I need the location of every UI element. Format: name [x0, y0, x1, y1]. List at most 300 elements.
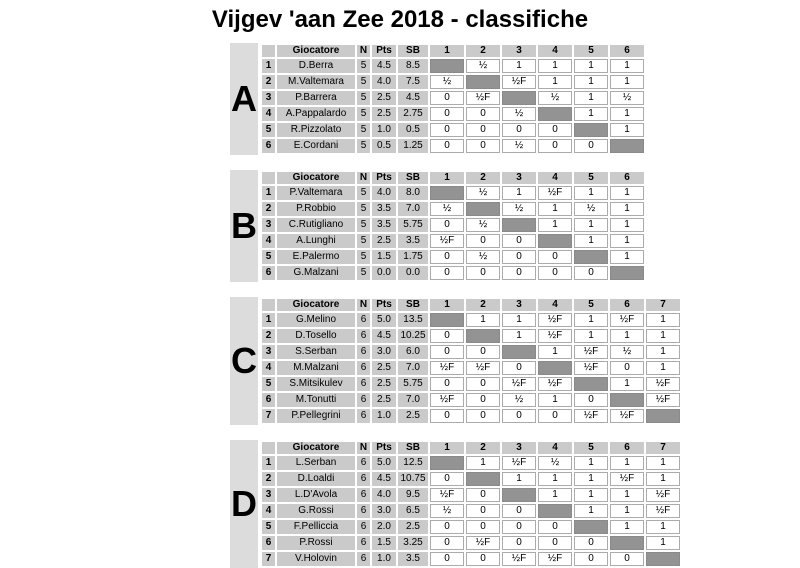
opponent-header-3: 3: [502, 172, 536, 184]
result-cell: 1: [610, 186, 644, 200]
opponent-header-7: 7: [646, 299, 680, 311]
points-cell: 4.0: [372, 488, 396, 502]
player-row: [262, 345, 680, 359]
rank-header: [262, 442, 275, 454]
result-cell: 0: [574, 552, 608, 566]
diagonal-cell: [430, 313, 464, 327]
rank-cell: 7: [262, 552, 275, 566]
rank-cell: 3: [262, 488, 275, 502]
result-cell: ½: [538, 91, 572, 105]
result-cell: 1: [574, 456, 608, 470]
sb-cell: 0.0: [398, 266, 428, 280]
opponent-header-5: 5: [574, 45, 608, 57]
result-cell: 0: [430, 536, 464, 550]
points-cell: 1.0: [372, 552, 396, 566]
opponent-header-4: 4: [538, 172, 572, 184]
diagonal-cell: [466, 472, 500, 486]
result-cell: 1: [538, 75, 572, 89]
sb-cell: 7.5: [398, 75, 428, 89]
rank-cell: 1: [262, 59, 275, 73]
player-name: M.Valtemara: [277, 75, 355, 89]
points-column-header: Pts: [372, 172, 396, 184]
player-name: R.Pizzolato: [277, 123, 355, 137]
rank-cell: 2: [262, 329, 275, 343]
player-row: [262, 472, 680, 486]
group-B: [230, 170, 800, 282]
result-cell: 0: [430, 266, 464, 280]
result-cell: ½F: [646, 377, 680, 391]
player-row: [262, 266, 644, 280]
opponent-header-1: 1: [430, 299, 464, 311]
result-cell: 1: [574, 234, 608, 248]
diagonal-cell: [538, 107, 572, 121]
player-row: [262, 234, 644, 248]
games-cell: 5: [357, 91, 370, 105]
sb-column-header: SB: [398, 45, 428, 57]
player-row: [262, 377, 680, 391]
result-cell: 0: [466, 520, 500, 534]
page-title: Vijgev 'aan Zee 2018 - classifiche: [211, 6, 589, 33]
result-cell: ½F: [538, 329, 572, 343]
sb-cell: 2.5: [398, 409, 428, 423]
diagonal-cell: [610, 139, 644, 153]
result-cell: 1: [574, 75, 608, 89]
result-cell: 1: [574, 504, 608, 518]
result-cell: 0: [466, 107, 500, 121]
result-cell: ½: [430, 202, 464, 216]
result-cell: 0: [538, 123, 572, 137]
result-cell: 1: [466, 313, 500, 327]
result-cell: 1: [466, 456, 500, 470]
diagonal-cell: [574, 377, 608, 391]
games-cell: 5: [357, 139, 370, 153]
result-cell: ½F: [466, 91, 500, 105]
rank-cell: 3: [262, 91, 275, 105]
result-cell: 0: [610, 361, 644, 375]
result-cell: 0: [502, 234, 536, 248]
result-cell: 1: [502, 329, 536, 343]
sb-column-header: SB: [398, 442, 428, 454]
rank-cell: 6: [262, 393, 275, 407]
result-cell: 0: [430, 552, 464, 566]
group-label-D: D: [230, 440, 258, 568]
sb-cell: 10.25: [398, 329, 428, 343]
games-column-header: N: [357, 45, 370, 57]
result-cell: 1: [538, 59, 572, 73]
diagonal-cell: [502, 91, 536, 105]
sb-cell: 2.75: [398, 107, 428, 121]
player-name: P.Robbio: [277, 202, 355, 216]
sb-cell: 5.75: [398, 218, 428, 232]
player-row: [262, 202, 644, 216]
rank-cell: 6: [262, 266, 275, 280]
games-cell: 6: [357, 345, 370, 359]
diagonal-cell: [538, 361, 572, 375]
diagonal-cell: [538, 504, 572, 518]
points-cell: 2.5: [372, 107, 396, 121]
diagonal-cell: [610, 536, 644, 550]
group-label-C: C: [230, 297, 258, 425]
result-cell: 0: [538, 520, 572, 534]
result-cell: ½F: [610, 409, 644, 423]
rank-cell: 2: [262, 75, 275, 89]
games-cell: 6: [357, 456, 370, 470]
result-cell: 0: [430, 472, 464, 486]
result-cell: ½: [466, 59, 500, 73]
result-cell: ½F: [502, 75, 536, 89]
points-cell: 0.5: [372, 139, 396, 153]
result-cell: 0: [502, 536, 536, 550]
sb-cell: 4.5: [398, 91, 428, 105]
games-cell: 5: [357, 218, 370, 232]
games-cell: 5: [357, 59, 370, 73]
result-cell: 1: [610, 488, 644, 502]
result-cell: 1: [646, 472, 680, 486]
sb-column-header: SB: [398, 299, 428, 311]
result-cell: ½F: [502, 552, 536, 566]
diagonal-cell: [538, 234, 572, 248]
games-cell: 5: [357, 266, 370, 280]
result-cell: 1: [538, 472, 572, 486]
points-cell: 1.0: [372, 123, 396, 137]
rank-cell: 4: [262, 234, 275, 248]
rank-cell: 2: [262, 202, 275, 216]
points-column-header: Pts: [372, 299, 396, 311]
sb-cell: 3.25: [398, 536, 428, 550]
result-cell: 1: [610, 202, 644, 216]
points-cell: 4.5: [372, 472, 396, 486]
result-cell: 1: [610, 123, 644, 137]
rank-header: [262, 299, 275, 311]
diagonal-cell: [502, 488, 536, 502]
opponent-header-5: 5: [574, 172, 608, 184]
rank-cell: 1: [262, 186, 275, 200]
groups-container: [230, 43, 800, 568]
result-cell: 0: [538, 250, 572, 264]
result-cell: 0: [502, 409, 536, 423]
opponent-header-6: 6: [610, 45, 644, 57]
result-cell: ½: [502, 393, 536, 407]
points-column-header: Pts: [372, 45, 396, 57]
sb-cell: 2.5: [398, 520, 428, 534]
rank-cell: 4: [262, 504, 275, 518]
crosstable-B: [260, 170, 646, 282]
player-name: M.Tonutti: [277, 393, 355, 407]
opponent-header-2: 2: [466, 442, 500, 454]
player-row: [262, 91, 644, 105]
player-name: G.Rossi: [277, 504, 355, 518]
sb-cell: 6.0: [398, 345, 428, 359]
result-cell: 0: [538, 139, 572, 153]
opponent-header-2: 2: [466, 172, 500, 184]
result-cell: 1: [646, 536, 680, 550]
games-cell: 5: [357, 234, 370, 248]
rank-cell: 2: [262, 472, 275, 486]
result-cell: 0: [466, 488, 500, 502]
player-row: [262, 456, 680, 470]
player-row: [262, 250, 644, 264]
result-cell: ½F: [610, 472, 644, 486]
result-cell: 0: [502, 250, 536, 264]
rank-cell: 1: [262, 313, 275, 327]
result-cell: 1: [610, 218, 644, 232]
result-cell: ½: [502, 139, 536, 153]
player-row: [262, 218, 644, 232]
sb-cell: 7.0: [398, 393, 428, 407]
result-cell: ½: [538, 456, 572, 470]
result-cell: 0: [430, 409, 464, 423]
group-label-A: A: [230, 43, 258, 155]
diagonal-cell: [574, 123, 608, 137]
result-cell: ½F: [430, 361, 464, 375]
opponent-header-4: 4: [538, 442, 572, 454]
diagonal-cell: [574, 250, 608, 264]
opponent-header-4: 4: [538, 299, 572, 311]
result-cell: ½: [466, 186, 500, 200]
player-name: L.Serban: [277, 456, 355, 470]
header-row: [262, 45, 644, 57]
result-cell: ½F: [538, 313, 572, 327]
player-name: D.Tosello: [277, 329, 355, 343]
result-cell: 0: [466, 234, 500, 248]
opponent-header-3: 3: [502, 442, 536, 454]
result-cell: ½F: [574, 409, 608, 423]
points-cell: 4.5: [372, 329, 396, 343]
result-cell: 1: [646, 345, 680, 359]
player-name: D.Loaldi: [277, 472, 355, 486]
result-cell: ½F: [430, 488, 464, 502]
group-D: [230, 440, 800, 568]
result-cell: 1: [502, 59, 536, 73]
player-row: [262, 107, 644, 121]
points-cell: 2.5: [372, 91, 396, 105]
result-cell: 0: [466, 409, 500, 423]
games-cell: 6: [357, 552, 370, 566]
result-cell: 1: [538, 393, 572, 407]
sb-cell: 8.0: [398, 186, 428, 200]
result-cell: ½F: [502, 377, 536, 391]
diagonal-cell: [646, 409, 680, 423]
header-row: [262, 172, 644, 184]
player-row: [262, 75, 644, 89]
player-row: [262, 361, 680, 375]
result-cell: 1: [502, 313, 536, 327]
player-name: A.Lunghi: [277, 234, 355, 248]
games-cell: 5: [357, 202, 370, 216]
player-column-header: Giocatore: [277, 299, 355, 311]
player-row: [262, 409, 680, 423]
sb-cell: 8.5: [398, 59, 428, 73]
result-cell: ½: [466, 218, 500, 232]
player-name: E.Palermo: [277, 250, 355, 264]
games-cell: 5: [357, 186, 370, 200]
games-cell: 6: [357, 536, 370, 550]
opponent-header-2: 2: [466, 45, 500, 57]
player-name: E.Cordani: [277, 139, 355, 153]
result-cell: 1: [610, 377, 644, 391]
result-cell: ½F: [430, 234, 464, 248]
opponent-header-3: 3: [502, 45, 536, 57]
header-row: [262, 442, 680, 454]
result-cell: ½F: [466, 536, 500, 550]
player-row: [262, 59, 644, 73]
sb-cell: 5.75: [398, 377, 428, 391]
result-cell: ½F: [430, 393, 464, 407]
result-cell: 0: [430, 377, 464, 391]
player-name: V.Holovin: [277, 552, 355, 566]
result-cell: ½F: [574, 345, 608, 359]
result-cell: 0: [574, 536, 608, 550]
result-cell: 1: [574, 91, 608, 105]
games-cell: 6: [357, 361, 370, 375]
diagonal-cell: [430, 59, 464, 73]
result-cell: 0: [430, 139, 464, 153]
result-cell: 1: [610, 504, 644, 518]
result-cell: ½F: [646, 488, 680, 502]
opponent-header-2: 2: [466, 299, 500, 311]
result-cell: 1: [538, 345, 572, 359]
player-name: G.Melino: [277, 313, 355, 327]
result-cell: 0: [466, 345, 500, 359]
sb-column-header: SB: [398, 172, 428, 184]
player-name: F.Pelliccia: [277, 520, 355, 534]
games-cell: 5: [357, 250, 370, 264]
rank-cell: 3: [262, 218, 275, 232]
rank-cell: 4: [262, 361, 275, 375]
player-name: G.Malzani: [277, 266, 355, 280]
result-cell: ½F: [610, 313, 644, 327]
result-cell: 1: [610, 329, 644, 343]
result-cell: 0: [466, 552, 500, 566]
result-cell: 1: [574, 186, 608, 200]
player-row: [262, 552, 680, 566]
result-cell: ½F: [466, 361, 500, 375]
rank-cell: 5: [262, 250, 275, 264]
sb-cell: 3.5: [398, 552, 428, 566]
games-cell: 6: [357, 393, 370, 407]
result-cell: ½: [574, 202, 608, 216]
games-cell: 6: [357, 520, 370, 534]
opponent-header-7: 7: [646, 442, 680, 454]
player-name: M.Malzani: [277, 361, 355, 375]
result-cell: ½F: [538, 186, 572, 200]
player-row: [262, 186, 644, 200]
rank-cell: 6: [262, 139, 275, 153]
result-cell: 0: [430, 345, 464, 359]
result-cell: 1: [646, 329, 680, 343]
result-cell: 0: [466, 123, 500, 137]
player-name: P.Pellegrini: [277, 409, 355, 423]
sb-cell: 3.5: [398, 234, 428, 248]
result-cell: 1: [574, 488, 608, 502]
result-cell: 0: [574, 266, 608, 280]
points-cell: 2.0: [372, 520, 396, 534]
points-cell: 3.0: [372, 345, 396, 359]
points-cell: 5.0: [372, 313, 396, 327]
opponent-header-6: 6: [610, 172, 644, 184]
games-cell: 6: [357, 488, 370, 502]
rank-header: [262, 45, 275, 57]
opponent-header-1: 1: [430, 172, 464, 184]
result-cell: ½F: [646, 393, 680, 407]
player-column-header: Giocatore: [277, 442, 355, 454]
result-cell: ½: [430, 75, 464, 89]
result-cell: 0: [466, 504, 500, 518]
diagonal-cell: [430, 456, 464, 470]
points-cell: 2.5: [372, 361, 396, 375]
result-cell: 0: [466, 377, 500, 391]
result-cell: 0: [502, 361, 536, 375]
result-cell: 1: [610, 59, 644, 73]
points-cell: 4.5: [372, 59, 396, 73]
sb-cell: 1.75: [398, 250, 428, 264]
rank-cell: 5: [262, 123, 275, 137]
games-column-header: N: [357, 442, 370, 454]
result-cell: 0: [430, 91, 464, 105]
games-column-header: N: [357, 299, 370, 311]
result-cell: 1: [502, 472, 536, 486]
points-cell: 3.5: [372, 202, 396, 216]
opponent-header-4: 4: [538, 45, 572, 57]
result-cell: 0: [538, 409, 572, 423]
sb-cell: 7.0: [398, 202, 428, 216]
result-cell: 1: [502, 186, 536, 200]
points-cell: 1.5: [372, 250, 396, 264]
result-cell: 1: [574, 329, 608, 343]
result-cell: 0: [430, 520, 464, 534]
diagonal-cell: [502, 218, 536, 232]
result-cell: 0: [502, 266, 536, 280]
points-cell: 2.5: [372, 234, 396, 248]
result-cell: 1: [646, 456, 680, 470]
rank-cell: 5: [262, 520, 275, 534]
sb-cell: 10.75: [398, 472, 428, 486]
result-cell: 0: [502, 123, 536, 137]
sb-cell: 0.5: [398, 123, 428, 137]
sb-cell: 1.25: [398, 139, 428, 153]
points-cell: 4.0: [372, 75, 396, 89]
games-cell: 6: [357, 313, 370, 327]
result-cell: 1: [646, 361, 680, 375]
player-row: [262, 536, 680, 550]
crosstable-A: [260, 43, 646, 155]
player-row: [262, 313, 680, 327]
group-A: [230, 43, 800, 155]
result-cell: 0: [538, 266, 572, 280]
points-cell: 4.0: [372, 186, 396, 200]
player-name: S.Serban: [277, 345, 355, 359]
result-cell: 0: [466, 139, 500, 153]
rank-cell: 3: [262, 345, 275, 359]
group-C: [230, 297, 800, 425]
result-cell: ½F: [538, 377, 572, 391]
player-name: D.Berra: [277, 59, 355, 73]
result-cell: 0: [502, 504, 536, 518]
player-name: C.Rutigliano: [277, 218, 355, 232]
sb-cell: 12.5: [398, 456, 428, 470]
result-cell: ½F: [538, 552, 572, 566]
player-column-header: Giocatore: [277, 172, 355, 184]
result-cell: 0: [502, 520, 536, 534]
games-column-header: N: [357, 172, 370, 184]
opponent-header-6: 6: [610, 299, 644, 311]
result-cell: 1: [574, 59, 608, 73]
sb-cell: 9.5: [398, 488, 428, 502]
games-cell: 5: [357, 123, 370, 137]
points-cell: 3.5: [372, 218, 396, 232]
result-cell: 0: [430, 329, 464, 343]
result-cell: 0: [430, 250, 464, 264]
